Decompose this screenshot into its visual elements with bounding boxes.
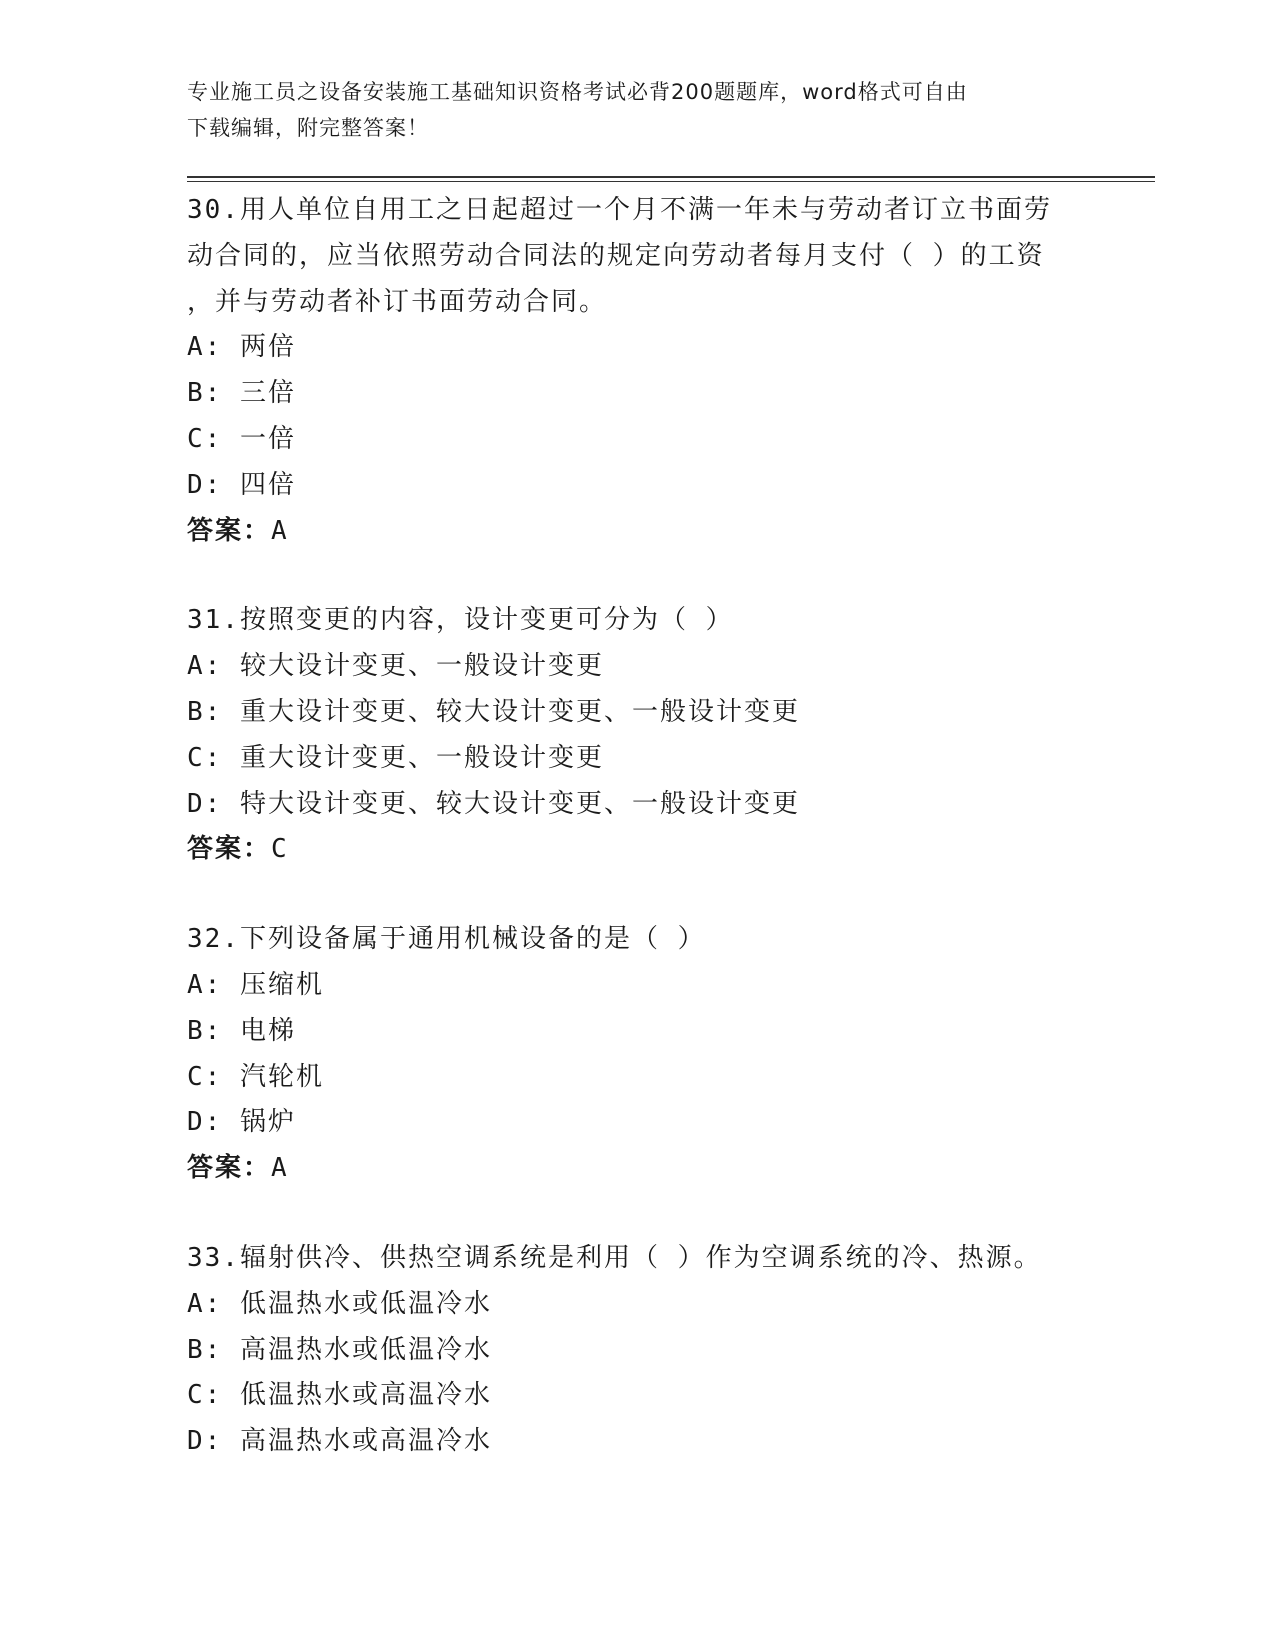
option-a: A: 低温热水或低温冷水 [187,1288,492,1319]
option-b: B: 重大设计变更、较大设计变更、一般设计变更 [187,696,800,727]
option-c: C: 低温热水或高温冷水 [187,1380,492,1411]
header-line-2: 下载编辑，附完整答案！ [187,116,429,140]
answer-value: C [271,834,289,865]
answer-label: 答案： [187,515,272,546]
option-b: B: 高温热水或低温冷水 [187,1334,492,1365]
header-divider-thick [187,176,1155,178]
option-b: B: 电梯 [187,1015,296,1046]
question-31 [187,598,1087,873]
option-d: D: 高温热水或高温冷水 [187,1426,492,1457]
option-a: A: 两倍 [187,332,296,363]
question-stem-line: 33.辐射供冷、供热空调系统是利用（ ）作为空调系统的冷、热源。 [187,1242,1042,1273]
option-c: C: 一倍 [187,423,296,454]
header-line-1: 专业施工员之设备安装施工基础知识资格考试必背200题题库，word格式可自由 [187,80,968,104]
option-d: D: 锅炉 [187,1107,296,1138]
answer-line [187,1146,1087,1192]
question-30 [187,188,1087,554]
option-c: C: 重大设计变更、一般设计变更 [187,742,604,773]
option-d: D: 四倍 [187,469,296,500]
question-32 [187,917,1087,1192]
question-stem-line: 31.按照变更的内容，设计变更可分为（ ） [187,605,734,636]
option-c: C: 汽轮机 [187,1061,324,1092]
option-a: A: 压缩机 [187,969,324,1000]
question-list [187,188,1087,1465]
question-33 [187,1236,1087,1465]
answer-label: 答案： [187,1153,272,1184]
answer-line [187,827,1087,873]
answer-value: A [271,515,289,546]
question-stem-line: 32.下列设备属于通用机械设备的是（ ） [187,924,706,955]
question-spacer [187,873,1087,917]
document-header [187,74,1087,146]
option-d: D: 特大设计变更、较大设计变更、一般设计变更 [187,788,800,819]
question-stem-line: 30.用人单位自用工之日起超过一个月不满一年未与劳动者订立书面劳 [187,195,1052,225]
answer-label: 答案： [187,834,272,865]
answer-value: A [271,1153,289,1184]
option-b: B: 三倍 [187,378,296,409]
option-a: A: 较大设计变更、一般设计变更 [187,651,604,682]
question-spacer [187,554,1087,598]
question-spacer [187,1192,1087,1236]
answer-line [187,509,1087,555]
question-stem-line: 动合同的，应当依照劳动合同法的规定向劳动者每月支付（ ）的工资 [187,240,1045,271]
question-stem-line: ，并与劳动者补订书面劳动合同。 [187,286,608,317]
header-divider-thin [187,181,1155,182]
